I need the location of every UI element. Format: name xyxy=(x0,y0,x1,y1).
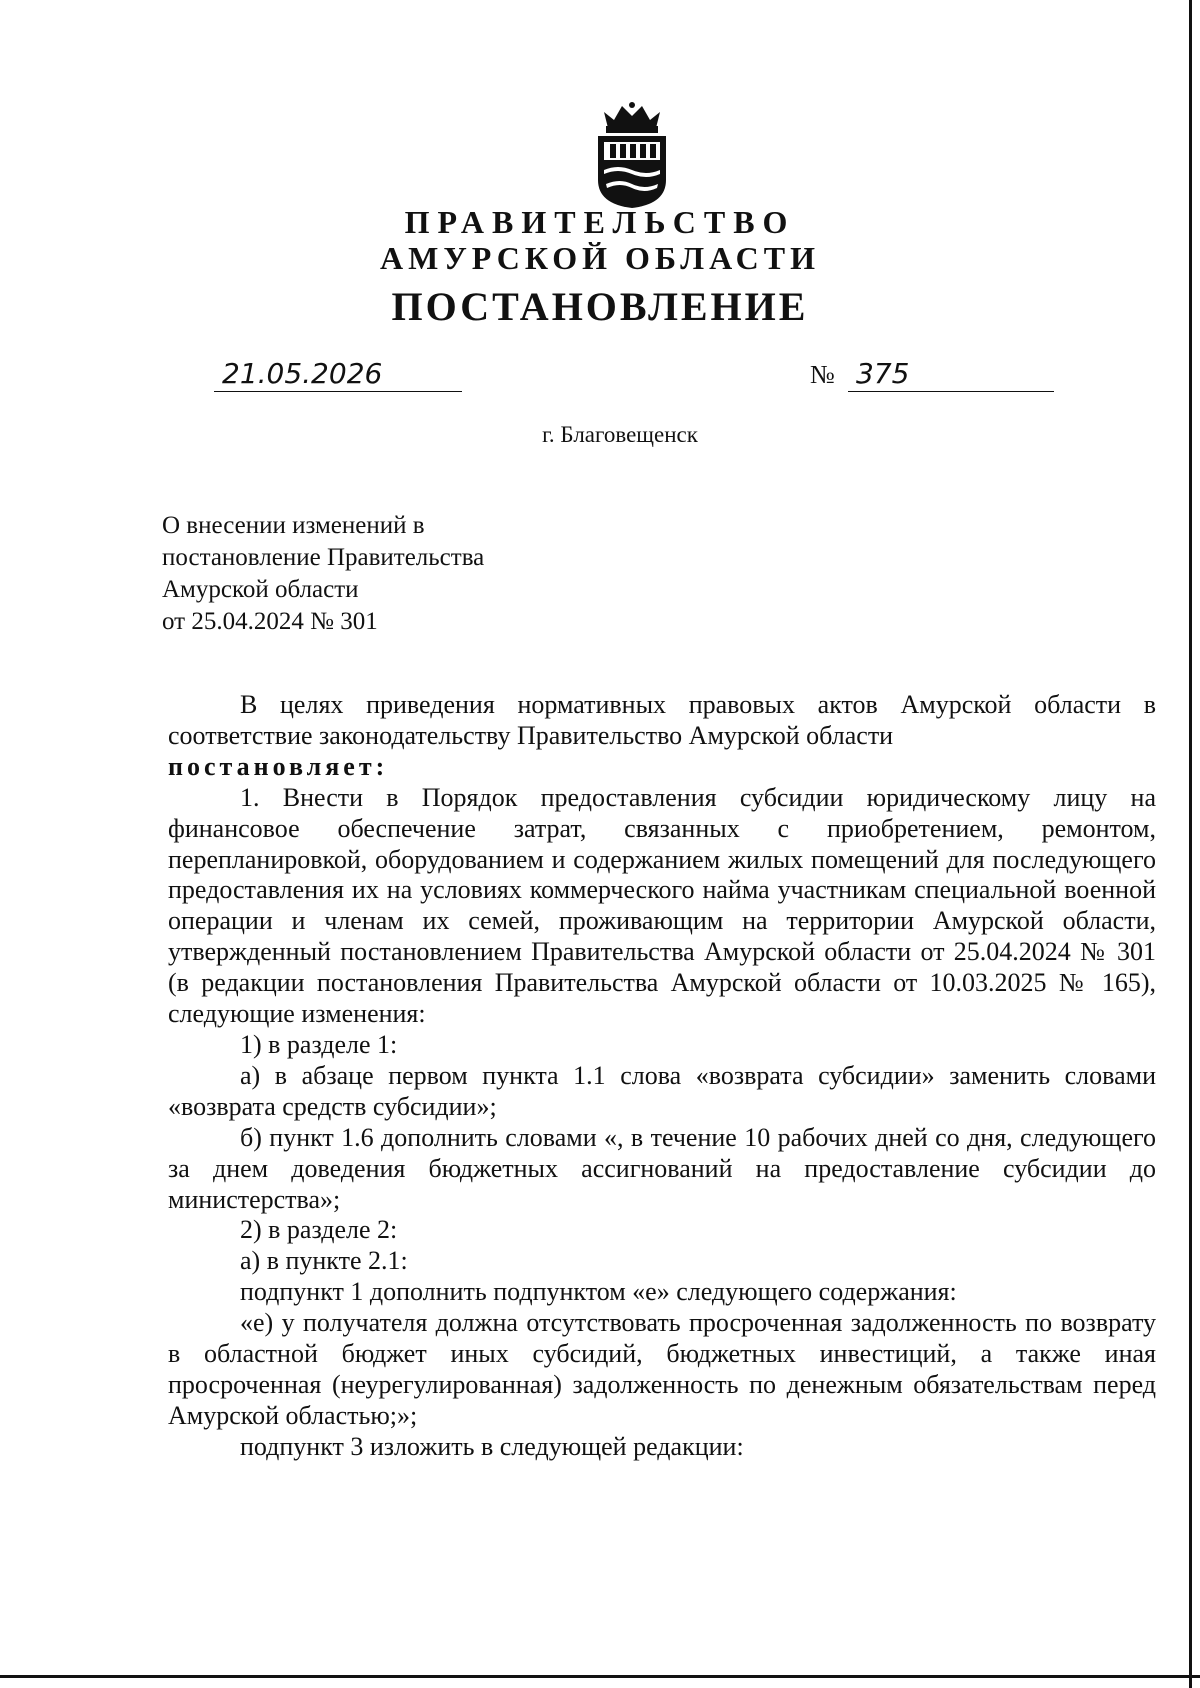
coat-of-arms-icon xyxy=(590,100,674,210)
body-paragraph: б) пункт 1.6 дополнить словами «, в течение 10 рабочих дней со дня, следующего за днем доведения бюджетных ассигнований на предоставление субсидии до министерства»; xyxy=(168,1122,1156,1214)
resolves-word: постановляет: xyxy=(168,751,389,781)
body-paragraph: а) в пункте 2.1: xyxy=(240,1246,408,1276)
resolves-line xyxy=(168,752,1156,783)
document-number: 375 xyxy=(848,356,1054,392)
body-paragraph: подпункт 3 изложить в следующей редакции: xyxy=(240,1431,744,1461)
city-name: г. Благовещенск xyxy=(542,422,698,447)
subject-line: Амурской области xyxy=(162,576,359,603)
document-type-title: ПОСТАНОВЛЕНИЕ xyxy=(391,284,809,329)
body-paragraph: 1) в разделе 1: xyxy=(240,1029,398,1059)
region-title: АМУРСКОЙ ОБЛАСТИ xyxy=(380,240,820,276)
subject-line: от 25.04.2024 № 301 xyxy=(162,608,378,635)
document-body xyxy=(168,690,1156,1463)
body-paragraph: а) в абзаце первом пункта 1.1 слова «возврата субсидии» заменить словами «возврата средств субсидии»; xyxy=(168,1060,1156,1121)
body-paragraph: «е) у получателя должна отсутствовать просроченная задолженность по возврату в областной бюджет иных субсидий, бюджетных инвестиций, а также иная просроченная (неурегулированная) задолженность по денежным обязательствам перед Амурской областью;»; xyxy=(168,1308,1156,1430)
body-paragraph: 1. Внести в Порядок предоставления субсидии юридическому лицу на финансовое обеспечение затрат, связанных с приобретением, ремонтом, перепланировкой, оборудованием и содержанием жилых помещений для последующего предоставления их на условиях коммерческого найма участникам специальной военной операции и членам их семей, проживающим на территории Амурской области, утвержденный постановлением Правительства Амурской области от 25.04.2024 № 301 (в редакции постановления Правительства Амурской области от 10.03.2025 № 165), следующие изменения: xyxy=(168,782,1156,1029)
preamble-paragraph: В целях приведения нормативных правовых актов Амурской области в соответствие законодательству Правительство Амурской области xyxy=(168,690,1156,750)
page-edge-bottom xyxy=(0,1675,1200,1678)
document-subject xyxy=(162,510,484,638)
subject-line: О внесении изменений в xyxy=(162,512,425,539)
number-label: № xyxy=(810,360,835,389)
body-paragraph: подпункт 1 дополнить подпунктом «е» следующего содержания: xyxy=(240,1277,957,1307)
government-title: ПРАВИТЕЛЬСТВО xyxy=(404,204,796,240)
document-date: 21.05.2026 xyxy=(214,356,462,392)
body-paragraph: 2) в разделе 2: xyxy=(240,1215,398,1245)
subject-line: постановление Правительства xyxy=(162,544,485,571)
